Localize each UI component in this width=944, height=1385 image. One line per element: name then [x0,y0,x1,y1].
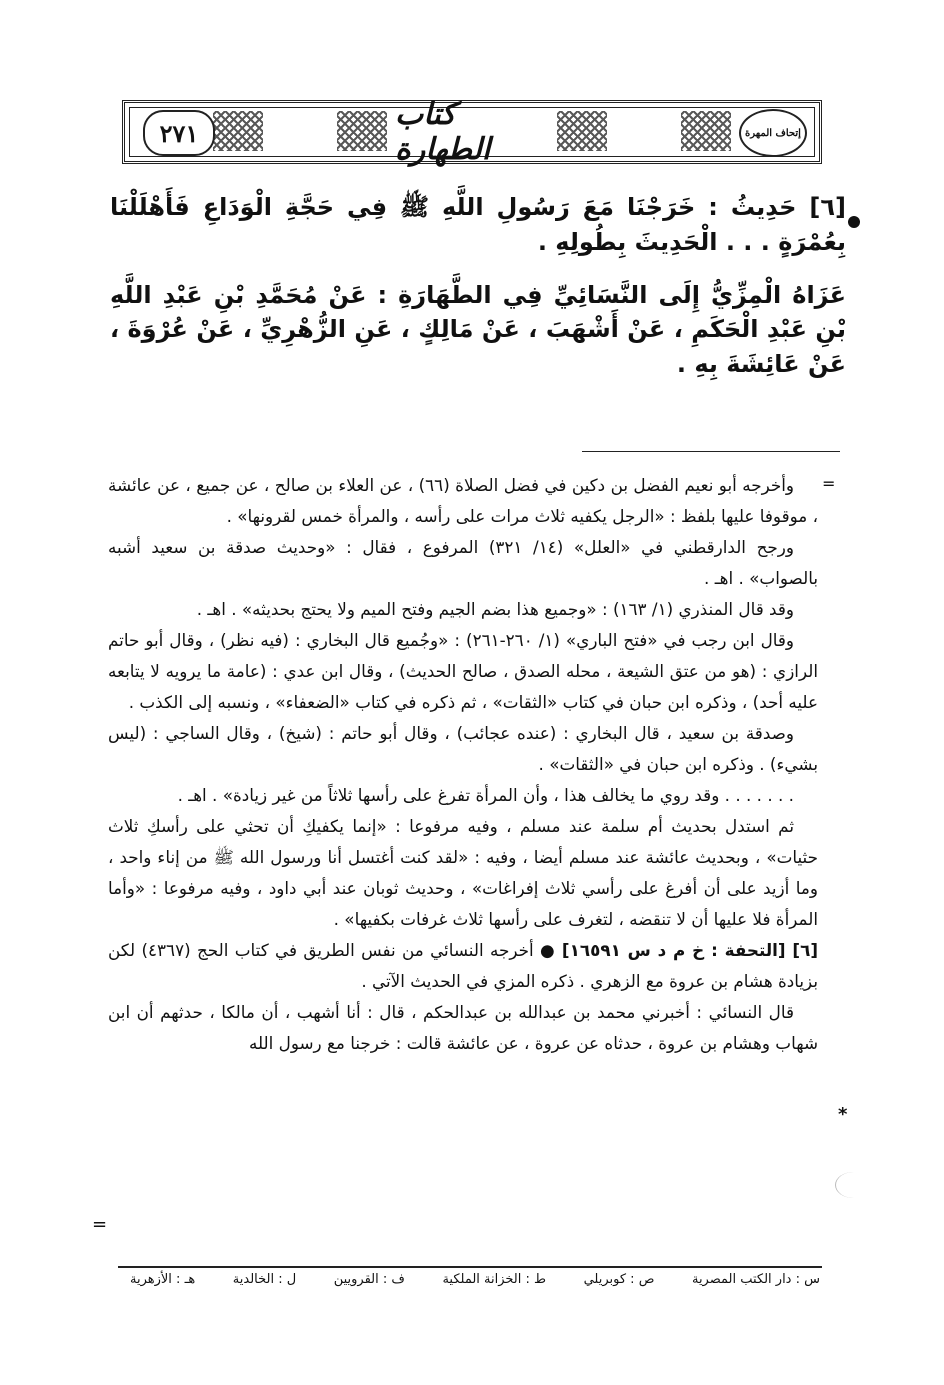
manuscript-sigla [130,1272,820,1287]
tuhfa-paragraph [108,935,818,997]
bullet-icon [848,216,860,228]
siglum: هـ : الأزهرية [130,1272,196,1287]
book-emblem: إتحاف المهرة [739,109,807,157]
ornament-icon [681,111,731,151]
siglum: ل : الخالدية [232,1272,297,1287]
ornament-icon [213,111,263,151]
attribution-chain: عَنْ مُحَمَّدِ بْنِ عَبْدِ اللَّهِ بْنِ عَبْدِ الْحَكَمِ ، عَنْ أَشْهَبَ ، عَنْ مَالِكٍ ، عَنِ الزُّهْرِيِّ ، عَنْ عُرْوَةَ ، عَنْ عَائِشَةَ بِهِ . [110,280,846,379]
ornament-icon [557,111,607,151]
footnotes [108,470,818,1059]
footnote-divider [582,451,840,452]
siglum: ط : الخزانة الملكية [442,1272,547,1287]
main-text [110,190,846,382]
continuation-mark: = [822,474,836,493]
chapter-title: كتاب الطهارة [395,97,491,167]
page-header [122,97,822,167]
footnote-paragraph: ثم استدل بحديث أم سلمة عند مسلم ، وفيه مرفوعا : «إنما يكفيكِ أن تحثي على رأسكِ ثلاث حثيات» ، وبحديث عائشة عند مسلم أيضا ، وفيه : «لقد كنت أغتسل أنا ورسول الله ﷺ من إناء واحد ، وما أزيد على أن أفرغ على رأسي ثلاث إفراغات» ، وحديث ثوبان عند أبي داود ، وفيه مرفوعا : «وأما المرأة فلا عليها أن لا تنقضه ، لتغرف على رأسها ثلاث غرفات بكفيها» . [108,816,818,929]
ornament-icon [337,111,387,151]
siglum: ف : القرويين [333,1272,405,1287]
footnote-paragraph: وصدقة بن سعيد ، قال البخاري : (عنده عجائب) ، وقال أبو حاتم : (شيخ) ، وقال الساجي : (ليس بشيء) . وذكره ابن حبان في «الثقات» . [108,723,818,774]
margin-mark [835,1172,872,1198]
siglum: س : دار الكتب المصرية [691,1272,820,1287]
footer-rule [118,1266,822,1268]
footnote-paragraph: وأخرجه أبو نعيم الفضل بن دكين في فضل الصلاة (٦٦) ، عن العلاء بن صالح ، عن جميع ، عن عائشة ، موقوفا عليها بلفظ : «الرجل يكفيه ثلاث مرات على رأسه ، والمرأة خمس لقرونها» . [108,475,818,526]
tuhfa-text: ● أخرجه النسائي من نفس الطريق في كتاب الحج (٤٣٦٧) لكن بزيادة هشام بن عروة مع الزهري . ذكره المزي في الحديث الآتي . [108,940,818,991]
continuation-end-mark: = [92,1214,108,1235]
tuhfa-label: [٦] [التحفة : خ م د س ١٦٥٩١] [561,940,818,960]
star-mark: * [838,1104,848,1125]
siglum: ص : كوبريلي [583,1272,655,1287]
footnote-paragraph: . . . . . . . وقد روي ما يخالف هذا ، وأن المرأة تفرغ على رأسها ثلاثاً من غير زيادة» . اهـ . [177,785,794,805]
footnote-paragraph: وقال ابن رجب في «فتح الباري» (١/ ٢٦٠-٢٦١) : «وجُميع قال البخاري : (فيه نظر) ، وقال أبو حاتم الرازي : (هو من عتق الشيعة ، محله الصدق ، صالح الحديث) ، وقال ابن عدي : (عامة ما يرويه لا يتابعه عليه أحد) ، وذكره ابن حبان في كتاب «الثقات» ، ثم ذكره في كتاب «الضعفاء» ، ونسبه إلى الكذب . [108,630,818,712]
attribution-paragraph [110,278,846,382]
nasai-paragraph: قال النسائي : أخبرني محمد بن عبدالله بن عبدالحكم ، قال : أنا أشهب ، أن مالكا ، حدثهم أن ابن شهاب وهشام بن عروة ، حدثاه عن عروة ، عن عائشة قالت : خرجنا مع رسول الله [108,1002,818,1053]
footnote-paragraph: ورجح الدارقطني في «العلل» (١٤/ ٣٢١) المرفوع ، فقال : «وحديث صدقة بن سعيد أشبه بالصواب» . اهـ . [108,537,818,588]
attribution-label: عَزَاهُ الْمِزِّيُّ إِلَى النَّسَائِيِّ فِي الطَّهَارَةِ : [377,280,847,309]
page-number: ٢٧١ [143,110,215,156]
hadith-heading: [٦] حَدِيثُ : خَرَجْنَا مَعَ رَسُولِ اللَّهِ ﷺ فِي حَجَّةِ الْوَدَاعِ فَأَهْلَلْنَا بِعُمْرَةٍ . . . الْحَدِيثَ بِطُولِهِ . [110,193,846,256]
footnote-paragraph: وقد قال المنذري (١/ ١٦٣) : «وجميع هذا بضم الجيم وفتح الميم ولا يحتج بحديثه» . اهـ . [196,599,794,619]
